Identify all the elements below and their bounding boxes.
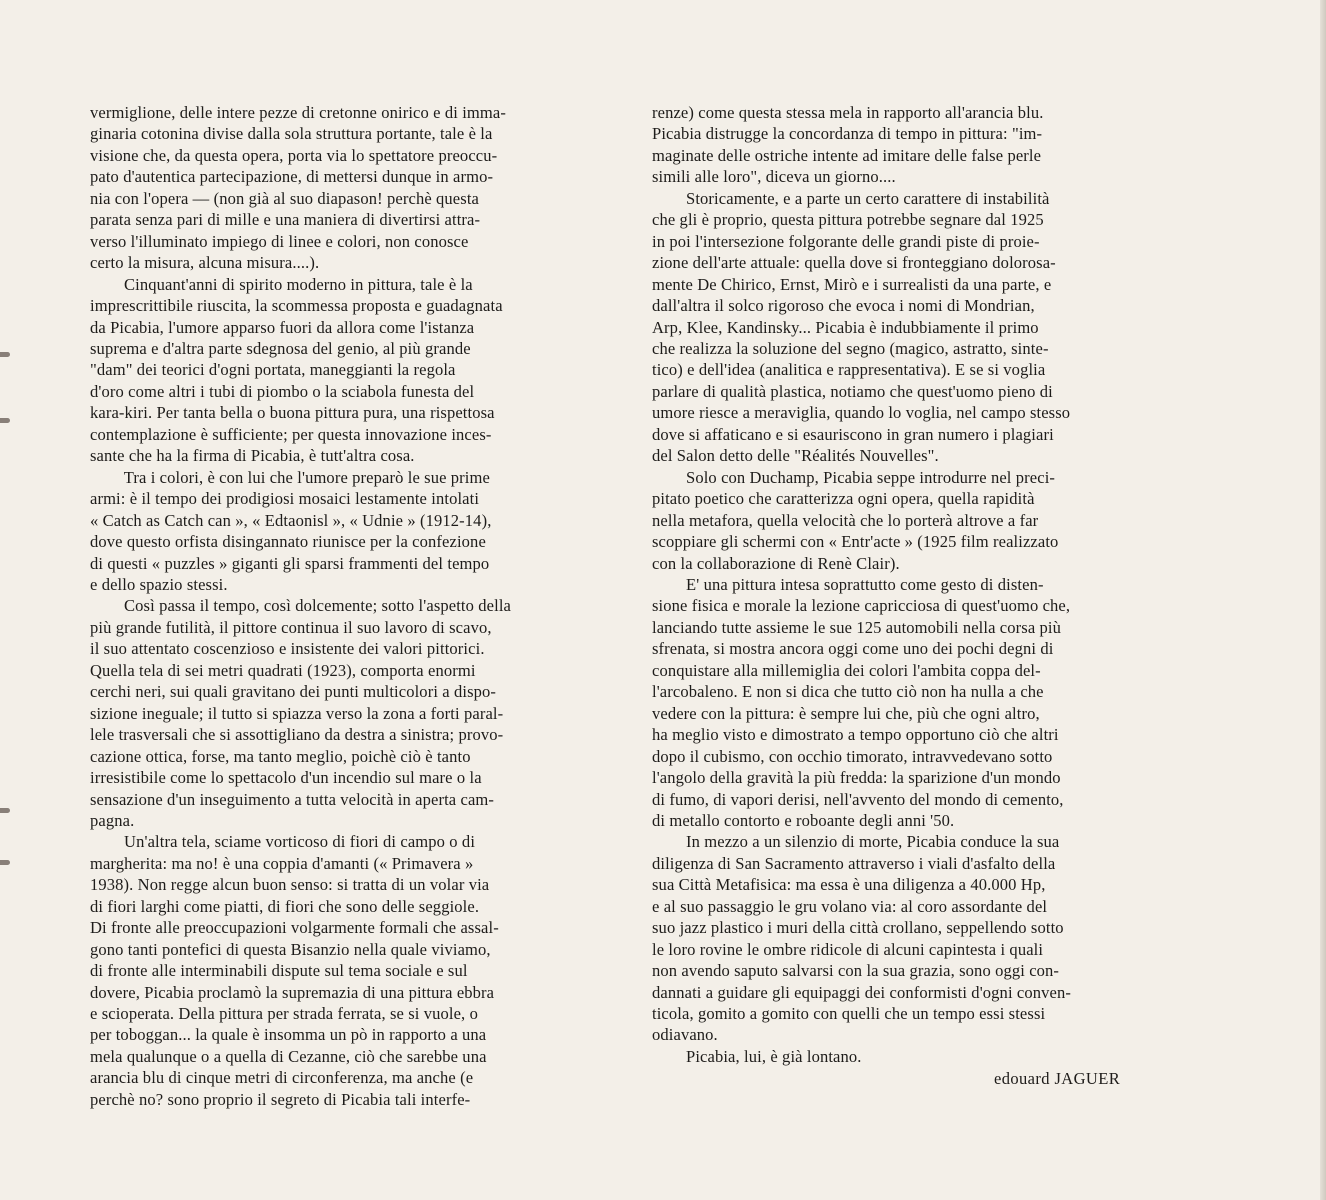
page-edge-shadow — [1320, 0, 1326, 1200]
author-signature: edouard JAGUER — [994, 1069, 1121, 1088]
right-column — [652, 102, 1194, 1067]
right-column-text: renze) come questa stessa mela in rapporto all'arancia blu. Picabia distrugge la concordanza di tempo in pittura: "im- maginate delle ostriche intente ad imitare delle false perle simili alle loro", diceva un giorno.... Storicamente, e a parte un certo carattere di instabilità che gli è proprio, questa pittura potrebbe segnare dal 1925 in poi l'intersezione folgorante delle grandi piste di proie- zione dell'arte attuale: quella dove si fronteggiano dolorosa- mente De Chirico, Ernst, Mirò e i surrealisti da una parte, e dall'altra il solco rigoroso che evoca i nomi di Mondrian, Arp, Klee, Kandinsky... Picabia è indubbiamente il primo che realizza la soluzione del segno (magico, astratto, sinte- tico) e dell'idea (analitica e rappresentativa). E se si voglia parlare di qualità plastica, notiamo che quest'uomo pieno di umore riesce a meraviglia, quando lo voglia, nel campo stesso dove si affaticano e si esauriscono in gran numero i plagiari del Salon detto delle "Réalités Nouvelles". Solo con Duchamp, Picabia seppe introdurre nel preci- pitato poetico che caratterizza ogni opera, quella rapidità nella metafora, quella velocità che lo porterà altrove a far scoppiare gli schermi con « Entr'acte » (1925 film realizzato con la collaborazione di Renè Clair). E' una pittura intesa soprattutto come gesto di disten- sione fisica e morale la lezione capricciosa di quest'uomo che, lanciando tutte assieme le sue 125 automobili nella corsa più sfrenata, si mostra ancora oggi come uno dei pochi degni di conquistare alla millemiglia dei colori l'ambita coppa del- l'arcobaleno. E non si dica che tutto ciò non ha nulla a che vedere con la pittura: è sempre lui che, più che ogni altro, ha meglio visto e dimostrato a tempo opportuno ciò che altri dopo il cubismo, con occhio timorato, intravvedevano sotto l'angolo della gravità la più fredda: la sparizione d'un mondo di fumo, di vapori derisi, nell'avvento del mondo di cemento, di metallo contorto e roboante degli anni '50. In mezzo a un silenzio di morte, Picabia conduce la sua diligenza di San Sacramento attraverso i viali d'asfalto della sua Città Metafisica: ma essa è una diligenza a 40.000 Hp, e al suo passaggio le gru volano via: al coro assordante del suo jazz plastico i muri della città crollano, seppellendo sotto le loro rovine le ombre ridicole di alcuni capintesta i quali non avendo saputo salvarsi con la sua grazia, sono oggi con- dannati a guidare gli equipaggi dei conformisti d'ogni conven- ticola, gomito a gomito con quelli che un tempo essi stessi odiavano. Picabia, lui, è già lontano. — [652, 103, 1071, 1066]
binding-hole-mark — [0, 418, 10, 423]
left-column — [90, 102, 632, 1110]
binding-hole-mark — [0, 808, 10, 813]
binding-hole-mark — [0, 352, 10, 357]
left-column-text: vermiglione, delle intere pezze di cretonne onirico e di imma- ginaria cotonina divise dalla sola struttura portante, tale è la visione che, da questa opera, porta via lo spettatore preoccu- pato d'autentica partecipazione, di mettersi dunque in armo- nia con l'opera — (non già al suo diapason! perchè questa parata senza pari di mille e una maniera di divertirsi attra- verso l'illuminato impiego di linee e colori, non conosce certo la misura, alcuna misura....). Cinquant'anni di spirito moderno in pittura, tale è la imprescrittibile riuscita, la scommessa proposta e guadagnata da Picabia, l'umore apparso fuori da allora come l'istanza suprema e d'altra parte sdegnosa del genio, al più grande "dam" dei teorici d'ogni portata, maneggianti la regola d'oro come altri i tubi di piombo o la sciabola funesta del kara-kiri. Per tanta bella o buona pittura pura, una rispettosa contemplazione è sufficiente; per questa innovazione inces- sante che ha la firma di Picabia, è tutt'altra cosa. Tra i colori, è con lui che l'umore preparò le sue prime armi: è il tempo dei prodigiosi mosaici lestamente intolati « Catch as Catch can », « Edtaonisl », « Udnie » (1912-14), dove questo orfista disingannato riunisce per la confezione di questi « puzzles » giganti gli sparsi frammenti del tempo e dello spazio stessi. Così passa il tempo, così dolcemente; sotto l'aspetto della più grande futilità, il pittore continua il suo lavoro di scavo, il suo attentato coscenzioso e insistente dei valori pittorici. Quella tela di sei metri quadrati (1923), comporta enormi cerchi neri, sui quali gravitano dei punti multicolori a dispo- sizione ineguale; il tutto si spiazza verso la zona a forti paral- lele trasversali che si assottigliano da destra a sinistra; provo- cazione ottica, forse, ma tanto meglio, poichè ciò è tanto irresistibile come lo spettacolo d'un incendio sul mare o la sensazione d'un inseguimento a tutta velocità in aperta cam- pagna. Un'altra tela, sciame vorticoso di fiori di campo o di margherita: ma no! è una coppia d'amanti (« Primavera » 1938). Non regge alcun buon senso: si tratta di un volar via di fiori larghi come piatti, di fiori che sono delle seggiole. Di fronte alle preoccupazioni volgarmente formali che assal- gono tanti pontefici di questa Bisanzio nella quale viviamo, di fronte alle interminabili dispute sul tema sociale e sul dovere, Picabia proclamò la supremazia di una pittura ebbra e scioperata. Della pittura per strada ferrata, se si vuole, o per toboggan... la quale è insomma un pò in rapporto a una mela qualunque o a quella di Cezanne, ciò che sarebbe una arancia blu di cinque metri di circonferenza, ma anche (e perchè no? sono proprio il segreto di Picabia tali interfe- — [90, 103, 512, 1109]
binding-hole-mark — [0, 860, 10, 865]
